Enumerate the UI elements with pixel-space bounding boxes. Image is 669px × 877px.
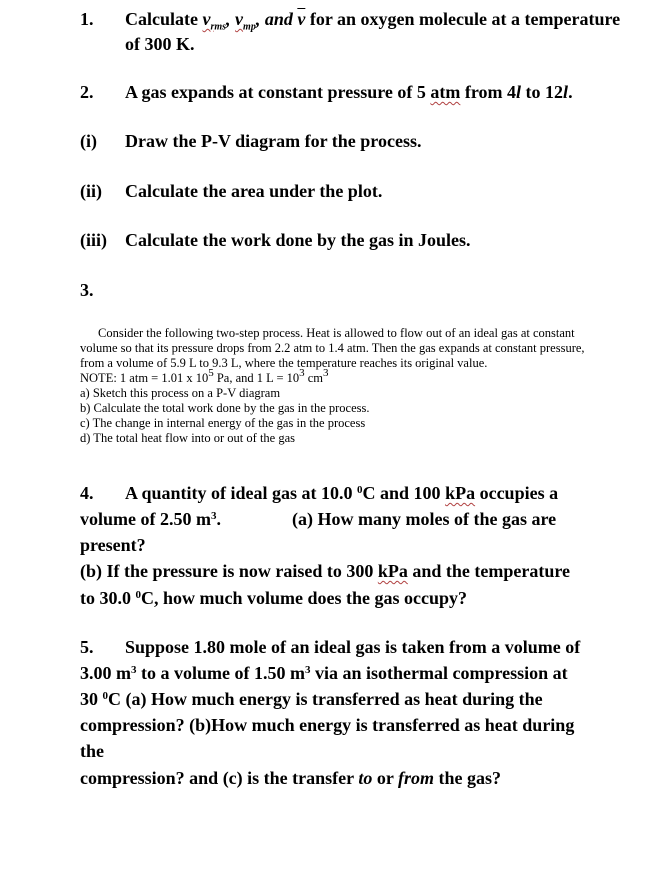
q2-part-iii-text: Calculate the work done by the gas in Joules. — [125, 230, 471, 250]
q3-item-b: b) Calculate the total work done by the gas in the process. — [80, 401, 370, 415]
q3-item-a: a) Sketch this process on a P-V diagram — [80, 386, 281, 400]
q4-number: 4. — [80, 483, 94, 503]
q2-part-ii-text: Calculate the area under the plot. — [125, 181, 383, 201]
q3-item-d: d) The total heat flow into or out of the gas — [80, 431, 295, 445]
q4-line4: (b) If the pressure is now raised to 300 kPa and the temperature — [80, 561, 570, 581]
q5-line6: compression? and (c) is the transfer to or from the gas? — [80, 768, 502, 788]
q2-number: 2. — [80, 82, 94, 102]
v-bar: $\overline{v}$ — [297, 9, 306, 29]
q5-line5: the — [80, 741, 104, 761]
q5-number: 5. — [80, 637, 94, 657]
q5-line4: compression? (b)How much energy is transferred as heat during — [80, 715, 575, 735]
q4-line2b: (a) How many moles of the gas are — [292, 509, 557, 529]
q3-number: 3. — [80, 280, 94, 300]
q3-item-c: c) The change in internal energy of the gas in the process — [80, 416, 366, 430]
q4-line2a: volume of 2.50 $m^3$. — [80, 509, 221, 529]
q4-line1: A quantity of ideal gas at 10.0 $^0$C and 100 kPa occupies a — [125, 483, 559, 503]
v-mp: $v_{mp}$ — [235, 9, 256, 33]
q5-line2: 3.00 $m^3$ to a volume of 1.50 $m^3$ via an isothermal compression at — [80, 663, 568, 683]
q5-line3: 30 $^0$C (a) How much energy is transferred as heat during the — [80, 689, 543, 709]
q2-part-i-text: Draw the P-V diagram for the process. — [125, 131, 422, 151]
v-rms: $v_{rms}$ — [202, 9, 227, 33]
q1-number: 1. — [80, 9, 94, 29]
q1-line1: Calculate $v_{rms}$, $v_{mp}$, and $\overline{v}$ for an oxygen molecule at a temperature — [125, 9, 621, 33]
q4-line5: to 30.0 $^0$C, how much volume does the gas occupy? — [80, 588, 468, 608]
q1-line2: of 300 K. — [125, 34, 195, 54]
q2-part-ii-label: (ii) — [80, 181, 102, 201]
q5-line1: Suppose 1.80 mole of an ideal gas is taken from a volume of — [125, 637, 581, 657]
q4-line3: present? — [80, 535, 146, 555]
q2-part-i-label: (i) — [80, 131, 97, 151]
q3-line1: Consider the following two-step process. Heat is allowed to flow out of an ideal gas at constant — [98, 326, 575, 340]
q3-line3: from a volume of 5.9 L to 9.3 L, where the temperature reaches its original value. — [80, 356, 488, 370]
q2-part-iii-label: (iii) — [80, 230, 107, 250]
q3-line2: volume so that its pressure drops from 2.2 atm to 1.4 atm. Then the gas expands at constant pressure, — [80, 341, 585, 355]
q2-text: A gas expands at constant pressure of 5 atm from 4l to 12l. — [125, 82, 573, 102]
q3-note: NOTE: 1 atm = 1.01 x $10^5$ Pa, and 1 $L = 10^3$ $cm^3$ — [80, 367, 329, 385]
